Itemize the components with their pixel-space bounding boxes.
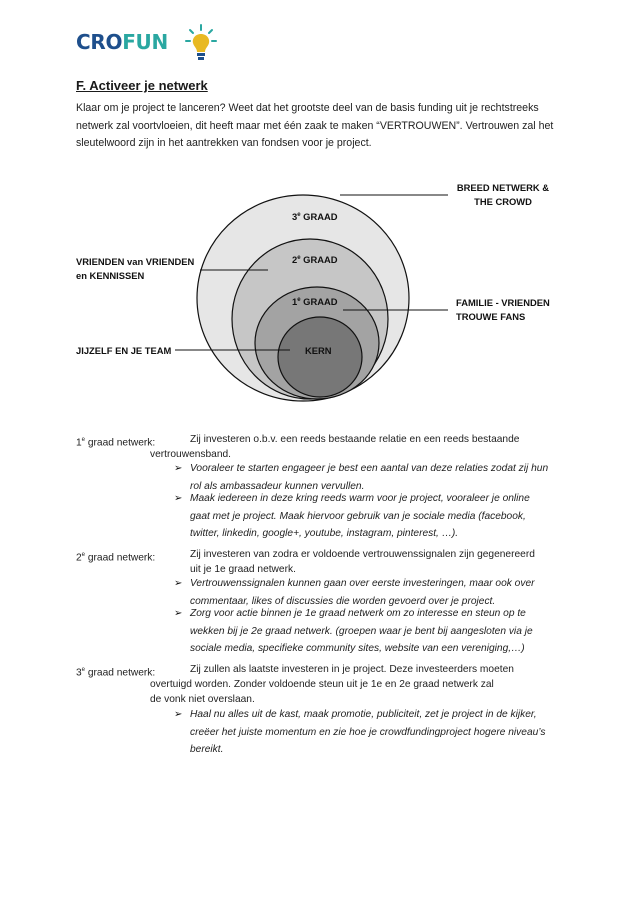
- arrow-bullet-icon: ➢: [174, 578, 183, 589]
- section-desc-line: de vonk niet overslaan.: [150, 694, 255, 705]
- degree-text: GRAAD: [300, 254, 338, 265]
- bullet-line: commentaar, likes of discussies die worden gevoerd over je project.: [190, 595, 496, 607]
- circle-kern: [278, 317, 362, 397]
- label-jijzelf-en-je-team: JIJZELF EN JE TEAM: [76, 345, 172, 356]
- bullet-line: sociale media, specifieke community sites, website van een vereniging,…): [190, 643, 525, 654]
- section-sup: e: [81, 667, 86, 673]
- label-line: THE CROWD: [474, 196, 532, 207]
- section-sup: e: [81, 552, 86, 558]
- label-line: FAMILIE - VRIENDEN: [456, 297, 550, 308]
- bullet-line: gaat met je project. Maak hiervoor gebruik van je sociale media (facebook,: [190, 510, 526, 522]
- label-familie-vrienden: [456, 296, 550, 324]
- label-2e-graad: [292, 254, 338, 265]
- bullet-line: Vertrouwenssignalen kunnen gaan over eerste investeringen, maar ook over: [190, 578, 535, 589]
- label-kern: KERN: [305, 345, 332, 356]
- section-desc-line: uit je 1e graad netwerk.: [190, 564, 296, 575]
- label-vrienden-van-vrienden: [76, 255, 194, 283]
- section-head-text: graad netwerk:: [85, 552, 156, 564]
- label-line: BREED NETWERK &: [456, 182, 550, 193]
- degree-sup: e: [297, 254, 301, 261]
- bullet-item: [174, 490, 565, 543]
- bullet-item: [174, 706, 565, 759]
- label-line: en KENNISSEN: [76, 270, 145, 281]
- degree-number: 3: [292, 211, 298, 222]
- section-desc-line: overtuigd worden. Zonder voldoende steun uit je 1e en 2e graad netwerk zal: [150, 679, 494, 690]
- page-title: F. Activeer je netwerk: [76, 78, 208, 93]
- degree-number: 1: [292, 296, 298, 307]
- logo-text-part2: FUN: [122, 30, 168, 54]
- section-number: 2: [76, 552, 82, 564]
- arrow-bullet-icon: ➢: [174, 608, 183, 619]
- section-desc-line: Zij investeren o.b.v. een reeds bestaande relatie en een reeds bestaande: [190, 434, 520, 445]
- section-head-text: graad netwerk:: [85, 437, 156, 449]
- degree-text: GRAAD: [300, 211, 338, 222]
- section-number: 3: [76, 667, 82, 679]
- bullet-line: creëer het juiste momentum en zie hoe je crowdfundingproject hogere niveau’s: [190, 726, 546, 738]
- section-heading: [76, 432, 155, 451]
- bullet-line: Haal nu alles uit de kast, maak promotie, publiciteit, zet je project in de kijker,: [190, 709, 537, 720]
- arrow-bullet-icon: ➢: [174, 709, 183, 720]
- label-breed-netwerk: [448, 181, 558, 209]
- section-desc-line: Zij zullen als laatste investeren in je project. Deze investeerders moeten: [190, 664, 514, 675]
- bullet-line: wekken bij je 2e graad netwerk. (groepen waar je bent bij aangesloten via je: [190, 625, 533, 637]
- label-3e-graad: [292, 211, 338, 222]
- degree-sup: e: [297, 211, 301, 218]
- label-1e-graad: [292, 296, 338, 307]
- intro-line: Klaar om je project te lanceren? Weet dat het grootste deel van de basis funding uit je rechtstreeks: [76, 102, 539, 114]
- bullet-line: Zorg voor actie binnen je 1e graad netwerk om zo interesse en steun op te: [190, 608, 526, 619]
- degree-text: GRAAD: [300, 296, 338, 307]
- section-desc-line: Zij investeren van zodra er voldoende vertrouwenssignalen zijn gegenereerd: [190, 549, 535, 560]
- section-heading: [76, 547, 155, 566]
- label-line: TROUWE FANS: [456, 311, 526, 322]
- section-desc-line: vertrouwensband.: [150, 449, 231, 460]
- section-sup: e: [81, 437, 86, 443]
- bullet-line: Vooraleer te starten engageer je best een aantal van deze relaties zodat zij hun: [190, 463, 549, 474]
- bullet-item: [174, 605, 565, 658]
- degree-number: 2: [292, 254, 298, 265]
- arrow-bullet-icon: ➢: [174, 463, 183, 474]
- degree-sup: e: [297, 296, 301, 303]
- bullet-line: twitter, linkedin, google+, youtube, instagram, pinterest, …).: [190, 528, 459, 539]
- arrow-bullet-icon: ➢: [174, 493, 183, 504]
- logo-text-part1: CRO: [76, 30, 123, 54]
- section-heading: [76, 662, 155, 681]
- bullet-line: bereikt.: [190, 744, 224, 755]
- section-number: 1: [76, 437, 82, 449]
- bullet-line: rol als ambassadeur kunnen vervullen.: [190, 480, 365, 492]
- section-head-text: graad netwerk:: [85, 667, 156, 679]
- label-line: VRIENDEN van VRIENDEN: [76, 256, 195, 267]
- bullet-line: Maak iedereen in deze kring reeds warm voor je project, vooraleer je online: [190, 493, 530, 504]
- intro-line: netwerk zal voortvloeien, dit heeft maar met één zaak te maken “VERTROUWEN”. Vertrouwen zal het: [76, 119, 554, 132]
- intro-line: sleutelwoord zijn in het aantrekken van fondsen voor je project.: [76, 137, 372, 149]
